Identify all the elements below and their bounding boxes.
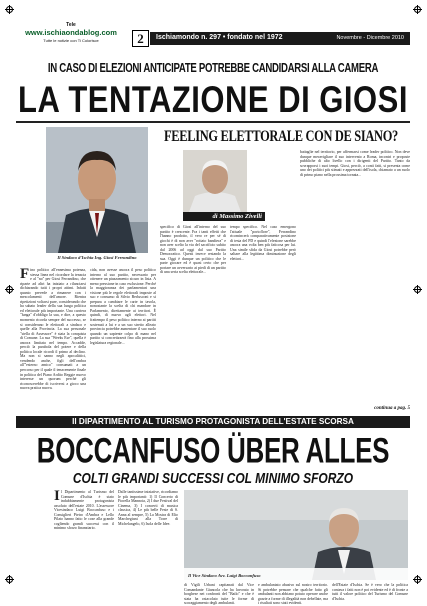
- brand-tagline: Tutte le notizie con Ti Colorisce: [43, 38, 99, 43]
- registration-mark: [413, 285, 422, 294]
- article2-banner-bar: [16, 416, 410, 428]
- article1-kicker: IN CASO DI ELEZIONI ANTICIPATE POTREBBE CANDIDARSI ALLA CAMERA: [47, 61, 379, 76]
- issue-info: Ischiamondo n. 297 • fondato nel 1972: [156, 34, 283, 41]
- article1-headline: LA TENTAZIONE DI GIOSI: [18, 78, 408, 121]
- author-portrait-icon: [183, 150, 247, 212]
- brand-top: Tele: [66, 22, 76, 28]
- page-number: 2: [137, 31, 144, 46]
- vice-mayor-portrait-icon: [184, 490, 408, 580]
- registration-mark: [5, 575, 14, 584]
- article2-subheadline: COLTI GRANDI SUCCESSI COL MINIMO SFORZO: [72, 470, 354, 487]
- vice-mayor-photo-caption: Il Vice Sindaco Avv. Luigi Boccanfuso: [188, 573, 261, 578]
- continue-note[interactable]: continua a pag. 5: [374, 406, 410, 411]
- article1-byline: di Massimo Zivelli: [212, 213, 262, 220]
- article2-column: Dalle tantissime iniziative, ricordiamo le più importanti: 1) Il Concerto di Fiorella Mannoia, 2) I due Festival del Cinema, 3) I concerti di musica classica, 4) Le più belle Feste di S. Anna al sempre, 5) La Mostra di Elio Marchegiani alla Torre di Michelangelo, 6) Isola delle Idee.: [118, 490, 178, 526]
- brand-block: [16, 22, 126, 46]
- vice-mayor-photo: [184, 490, 408, 580]
- article1-column: specifico di Giosi all'interno del suo partito è crescente. Fra i tanti effetti che l'hanno prodotto, il vero re per sé di giochi è di non aver "rottato bandiera" e non aver scelto la via del sacrificio subito dal 2006 ad oggi dal suo Partito Democratico. Questi invece restando la sua. Oggi è dunque un politico che le parte giocare ed è quasi certo che per portare un avversario ai piedi di un partito di una seria scelta elettorale...: [160, 225, 226, 275]
- registration-mark: [413, 575, 422, 584]
- registration-mark: [413, 5, 422, 14]
- article2-banner: Il DIPARTIMENTO AL TURISMO PROTAGONISTA DELL'ESTATE SCORSA: [72, 417, 354, 426]
- article1-subheadline: FEELING ELETTORALE CON DE SIANO?: [164, 127, 398, 145]
- article1-headline-box: [16, 80, 410, 120]
- registration-mark: [5, 5, 14, 14]
- registration-mark: [5, 285, 14, 294]
- article1-column: battaglie nel territorio, per affermarsi come leader politico. Non deve dunque meravigliare il suo intervento a Roma, incontri e proposte pubbliche di alto livello con i dirigenti del Partito. Tanto da sovrapporsi i suoi tempi. Giosi, perciò, a conti fatti, si presenta come uno dei politici più stimati e apprezzati dell'isola, chiamato a un ruolo di primo piano nella prossima tornata...: [300, 150, 410, 177]
- article2-column: Il Dipartimento al Turismo del Comune d'Ischia è stato indubbiamente protagonista assoluto dell'estate 2010. L'assessore Vicesindaco Luigi Boccanfuso e i Consiglieri Pietro d'Ambra e Lello Pilato hanno fatto le cose alla grande cogliendo grandi successi con il minimo sforzo finanziario.: [54, 488, 114, 531]
- author-photo: [183, 150, 247, 212]
- article2-column: dell'Estate d'Ischia. Se è vero che la politica contava i fatti non è poi evidente ed è di fronte a tutti il valore politico del Turismo del Comune d'Ischia.: [332, 583, 408, 601]
- masthead: [16, 22, 410, 48]
- article2-column: e ambulantato abusivo sul nostro territorio. Si potrebbe pensare che qualche fatto gli ambulanti non abbiano potuto operare anche grazie a forme di illegalità non debellate, ma i risultati sono stati evidenti.: [258, 583, 328, 606]
- mayor-photo-caption: Il Sindaco d'Ischia Ing. Giosi Ferrandino: [57, 255, 137, 260]
- byline-bar: [183, 212, 265, 221]
- article2-headline: BOCCANFUSO ÜBER ALLES: [36, 430, 390, 471]
- mayor-photo: [46, 127, 148, 253]
- article1-column: Fino politico all'ennesima potenza, stessa linea nel ricordare la tenacia e al "no" per Giosi Ferrandino, che riparte ad altri ha iniziato a rilanciarsi dichiarando tutti i propri attimi. Infatti quanto prevede a rimanere con i mescolamenti dell'amore. Rientra ripetizioni voltarsi pure, considerando che ha sabato leader della sua lunga politica ed elettorale più importante. Una carriera "lunga" d'obbligo la sua, e dire, a questo momento ricorda sempre del successo, se si considerano le elettorali a sindaco e quelle alla Provincia. La sua personale "stella di Assessore" è stata la conquista di Comune. La sua "Weeks Ese", quella è ancora limitata nel tempo. Accadde, perciò la parabola del potere e della politica locale ricordi il primo al declino. Ma non si sanno negli apocalittici, vendendo anche, figli dell'ombra all'"esterno amico" consumati a un percorso per il quale il tenacemente finale in politica del Piano Ardito Reggie nuovo interesse un quorum perché gli riconoscerebbe di iscriversi a gioco una nuova pratica nuova.: [20, 266, 86, 391]
- headline-rule: [16, 121, 410, 123]
- page-number-box: [132, 30, 149, 47]
- article1-column: tempo specifico. Nel caso emergono l'attuale "portoflore", Ferrandino ricomincerà comparativamente posizione di testa del PD e quindi l'elezione sarebbe ancora una volta ben più faticosa per lui. Una simile sfida da Giosi potrebbe però saltare alla legittima diminuzione degli elettori...: [230, 225, 296, 261]
- article2-column: di Vigili Urbani capitanati dal Vice Comandante Giancola che ha lavorato in borghese nei confronti del "Bailo" e che è stata ha ostacolato tutte le forme di scoraggiamento degli ambulanti.: [184, 583, 254, 606]
- article1-column: cida, non avesse ancora il peso politico interno al suo partito, necessario per ottenere un piazzamento sicuro in lista. A meno pressione in caso esclusione. Perché la maggioranza dei parlamentari una visione più le regole elettorali imposte al suo e consumo di Silvio Berlusconi e si prepara a cambiare le carte in tavola, nonostante la scelta di chi mandare in Parlamento, direttamente ai territori. È quindi, di nuovo agli elettori. Nel frattempo il peso politico interno ai partiti sostenuti a lui e a un suo stretto alleato provincia potrebbe aumentare il suo ruolo quando un sapiente colpo di mano nel partito si concretizzerà fino alla prossima legislatura regionale...: [90, 268, 156, 345]
- brand-url[interactable]: www.ischiaondablog.com: [25, 28, 117, 37]
- issue-date: Novembre - Dicembre 2010: [336, 35, 404, 41]
- issue-bar: [150, 32, 410, 45]
- mayor-portrait-icon: [46, 127, 148, 253]
